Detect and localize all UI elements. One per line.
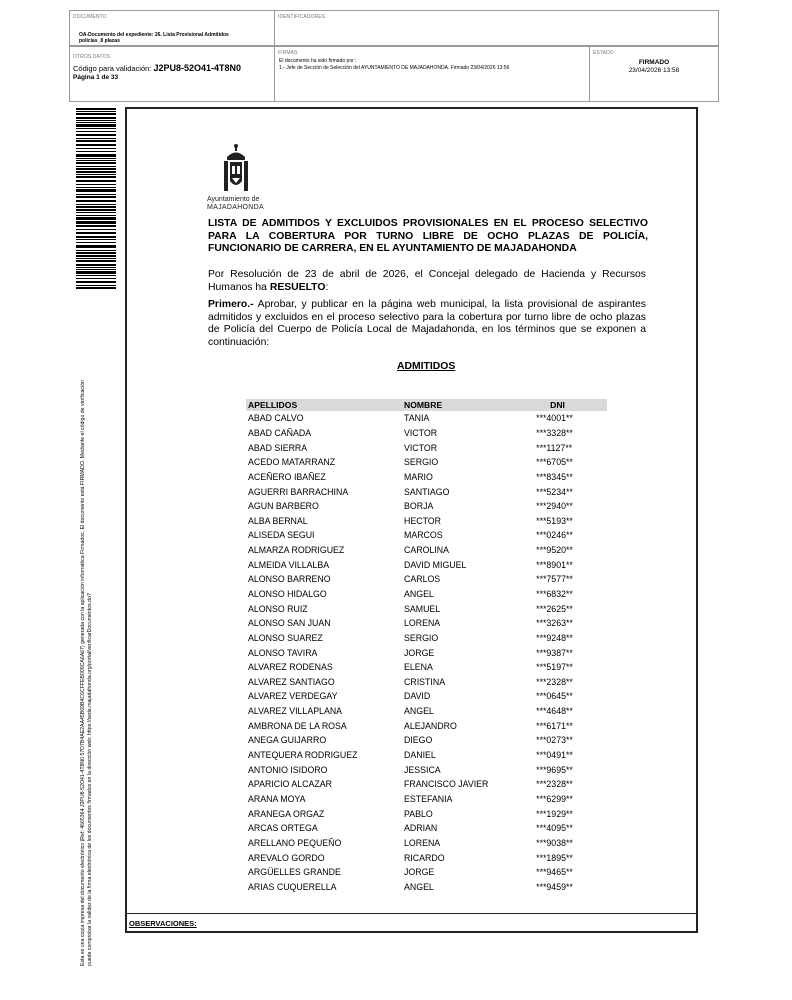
dni-cell: ***4648** <box>536 706 573 717</box>
nombre-cell: MARIO <box>404 471 433 482</box>
dni-cell: ***0645** <box>536 691 573 702</box>
dni-cell: ***6832** <box>536 589 573 599</box>
nombre-cell: DAVID <box>404 691 431 702</box>
dni-cell: ***2940** <box>536 501 573 512</box>
nombre-cell: SERGIO <box>404 632 439 643</box>
table-row <box>246 821 607 836</box>
apellidos-cell: ARGÜELLES GRANDE <box>248 867 341 878</box>
header-identificadores-box <box>274 10 719 46</box>
table-header-row <box>246 399 607 411</box>
apellidos-cell: ALISEDA SEGUI <box>248 530 315 541</box>
resolucion-paragraph <box>208 269 646 294</box>
nombre-cell: ANGEL <box>404 589 434 599</box>
table-row <box>246 557 607 572</box>
nombre-cell: JESSICA <box>404 764 441 775</box>
apellidos-cell: ABAD SIERRA <box>248 442 308 453</box>
dni-cell: ***6171** <box>536 720 573 731</box>
apellidos-cell: AMBRONA DE LA ROSA <box>248 720 347 731</box>
resolucion-bold: RESUELTO <box>269 281 326 293</box>
table-row <box>246 836 607 851</box>
resolucion-end: : <box>325 281 329 293</box>
table-row <box>246 543 607 558</box>
dni-cell: ***5197** <box>536 662 573 673</box>
dni-cell: ***2328** <box>536 676 573 687</box>
table-row <box>246 440 607 455</box>
column-header: DNI <box>532 399 607 411</box>
dni-cell: ***1929** <box>536 808 573 819</box>
codigo-label: Código para validación: <box>73 64 152 73</box>
apellidos-cell: ARIAS CUQUERELLA <box>248 881 337 892</box>
apellidos-cell: ALONSO SAN JUAN <box>248 618 331 629</box>
nombre-cell: RICARDO <box>404 852 445 863</box>
dni-cell: ***4001** <box>536 413 573 424</box>
estado-value: FIRMADO <box>638 59 670 66</box>
apellidos-cell: AGUN BARBERO <box>248 501 319 512</box>
dni-cell: ***9520** <box>536 545 573 556</box>
apellidos-cell: ALVAREZ SANTIAGO <box>248 676 335 687</box>
apellidos-cell: ARCAS ORTEGA <box>248 823 318 834</box>
table-row <box>246 513 607 528</box>
resolucion-text: Por Resolución de 23 de abril de 2026, el Concejal delegado de Hacienda y Recursos Humanos ha <box>208 269 646 293</box>
dni-cell: ***1127** <box>536 442 573 453</box>
table-row <box>246 777 607 792</box>
dni-cell: ***3328** <box>536 427 573 438</box>
column-header: NOMBRE <box>402 399 532 411</box>
coat-of-arms-icon <box>220 143 254 195</box>
nombre-cell: VICTOR <box>404 442 438 453</box>
dni-cell: ***8901** <box>536 559 573 570</box>
table-row <box>246 748 607 763</box>
table-row <box>246 631 607 646</box>
table-row <box>246 880 607 895</box>
dni-cell: ***6705** <box>536 457 573 468</box>
nombre-cell: SERGIO <box>404 457 439 468</box>
header-firmas-box <box>274 46 590 102</box>
nombre-cell: BORJA <box>404 501 434 512</box>
firmas-line2: 1.- Jefe de Sección de Selección del AYUNTAMIENTO DE MAJADAHONDA. Firmado 23/04/2026 13:56 <box>279 65 510 71</box>
side-text-line1: Esta es una copia impresa del documento electrónico (Ref: 4665364 J2PU8-52O41-4T8N0 57D7B4AE2AA45B69B4C6CFFEB009CA6A67) generada con la aplicación informática Firmadoc. El documento está FIRMADO. Mediante el código de verificación <box>80 380 86 966</box>
dni-cell: ***1895** <box>536 852 573 863</box>
observaciones-label: OBSERVACIONES: <box>129 919 197 928</box>
apellidos-cell: ALONSO BARRENO <box>248 574 331 585</box>
apellidos-cell: ALVAREZ VERDEGAY <box>248 691 338 702</box>
dni-cell: ***2328** <box>536 779 573 790</box>
dni-cell: ***9695** <box>536 764 573 775</box>
dni-cell: ***5193** <box>536 515 573 526</box>
primero-paragraph <box>208 299 646 349</box>
nombre-cell: HECTOR <box>404 515 441 526</box>
section-heading: ADMITIDOS <box>397 361 456 372</box>
table-row <box>246 426 607 441</box>
dni-cell: ***4095** <box>536 823 573 834</box>
table-row <box>246 865 607 880</box>
nombre-cell: ALEJANDRO <box>404 720 457 731</box>
apellidos-cell: ABAD CAÑADA <box>248 427 312 438</box>
nombre-cell: DANIEL <box>404 750 436 761</box>
firmas-label: FIRMAS <box>278 50 298 56</box>
logo-line2: MAJADAHONDA <box>207 204 264 211</box>
dni-cell: ***0273** <box>536 735 573 746</box>
dni-cell: ***9465** <box>536 867 573 878</box>
apellidos-cell: ALONSO RUIZ <box>248 603 308 614</box>
table-row <box>246 455 607 470</box>
logo-text <box>207 196 264 212</box>
apellidos-cell: ALMEIDA VILLALBA <box>248 559 330 570</box>
primero-bold: Primero.- <box>208 299 254 310</box>
dni-cell: ***9248** <box>536 632 573 643</box>
apellidos-cell: ACEDO MATARRANZ <box>248 457 336 468</box>
dni-cell: ***7577** <box>536 574 573 585</box>
dni-cell: ***2625** <box>536 603 573 614</box>
apellidos-cell: APARICIO ALCAZAR <box>248 779 332 790</box>
otros-label: OTROS DATOS <box>73 54 111 60</box>
dni-cell: ***3263** <box>536 618 573 629</box>
table-row <box>246 601 607 616</box>
dni-cell: ***9459** <box>536 881 573 892</box>
table-row <box>246 718 607 733</box>
nombre-cell: DIEGO <box>404 735 433 746</box>
nombre-cell: LORENA <box>404 618 441 629</box>
documento-value: OA-Documento del expediente: 26. Lista Provisional Admitidos policías_8 plazas <box>79 32 229 44</box>
identificadores-label: IDENTIFICADORES <box>278 14 326 20</box>
table-row <box>246 616 607 631</box>
nombre-cell: CARLOS <box>404 574 441 585</box>
nombre-cell: ANGEL <box>404 881 434 892</box>
codigo-line <box>73 63 241 73</box>
apellidos-cell: ARANEGA ORGAZ <box>248 808 325 819</box>
estado-label: ESTADO <box>593 50 614 56</box>
table-row <box>246 792 607 807</box>
nombre-cell: DAVID MIGUEL <box>404 559 467 570</box>
table-row <box>246 733 607 748</box>
table-row <box>246 806 607 821</box>
header-estado-box <box>589 46 719 102</box>
dni-cell: ***5234** <box>536 486 573 497</box>
apellidos-cell: AREVALO GORDO <box>248 852 325 863</box>
table-row <box>246 689 607 704</box>
nombre-cell: SAMUEL <box>404 603 441 614</box>
apellidos-cell: ALONSO SUAREZ <box>248 632 323 643</box>
nombre-cell: CRISTINA <box>404 676 446 687</box>
apellidos-cell: ALONSO TAVIRA <box>248 647 318 658</box>
nombre-cell: FRANCISCO JAVIER <box>404 779 489 790</box>
nombre-cell: VICTOR <box>404 427 438 438</box>
nombre-cell: JORGE <box>404 867 435 878</box>
nombre-cell: JORGE <box>404 647 435 658</box>
dni-cell: ***0246** <box>536 530 573 541</box>
pagina-text: Página 1 de 33 <box>73 74 119 81</box>
apellidos-cell: ARELLANO PEQUEÑO <box>248 837 342 848</box>
apellidos-cell: AGUERRI BARRACHINA <box>248 486 349 497</box>
dni-cell: ***0491** <box>536 750 573 761</box>
nombre-cell: CAROLINA <box>404 545 449 556</box>
side-verification-text <box>80 380 94 966</box>
apellidos-cell: ANEGA GUIJARRO <box>248 735 327 746</box>
table-row <box>246 499 607 514</box>
table-row <box>246 850 607 865</box>
table-row <box>246 572 607 587</box>
apellidos-cell: ABAD CALVO <box>248 413 304 424</box>
observaciones-box <box>125 913 698 933</box>
nombre-cell: ESTEFANIA <box>404 793 453 804</box>
estado-date: 23/04/2026 13:58 <box>628 67 680 74</box>
apellidos-cell: ALONSO HIDALGO <box>248 589 327 599</box>
admitidos-table <box>246 399 607 894</box>
apellidos-cell: ALVAREZ RODENAS <box>248 662 333 673</box>
table-row <box>246 528 607 543</box>
apellidos-cell: ANTEQUERA RODRIGUEZ <box>248 750 358 761</box>
codigo-value: J2PU8-52O41-4T8N0 <box>153 63 242 73</box>
dni-cell: ***9038** <box>536 837 573 848</box>
apellidos-cell: ARANA MOYA <box>248 793 306 804</box>
nombre-cell: SANTIAGO <box>404 486 450 497</box>
header-documento-box <box>69 10 275 46</box>
table-row <box>246 675 607 690</box>
table-row <box>246 704 607 719</box>
nombre-cell: TANIA <box>404 413 430 424</box>
table-row <box>246 762 607 777</box>
dni-cell: ***6299** <box>536 793 573 804</box>
nombre-cell: ADRIAN <box>404 823 438 834</box>
documento-label: DOCUMENTO <box>73 14 107 20</box>
table-row <box>246 660 607 675</box>
dni-cell: ***9387** <box>536 647 573 658</box>
nombre-cell: LORENA <box>404 837 441 848</box>
apellidos-cell: ACEÑERO IBAÑEZ <box>248 471 326 482</box>
primero-text: Aprobar, y publicar en la página web municipal, la lista provisional de aspirantes admitidos y excluidos en el proceso selectivo para la cobertura por turno libre de ocho plazas de Policía del Cuerpo de Policía Local de Majadahonda, en los términos que se exponen a continuación: <box>208 299 646 348</box>
table-row <box>246 470 607 485</box>
nombre-cell: MARCOS <box>404 530 443 541</box>
table-row <box>246 411 607 426</box>
dni-cell: ***8345** <box>536 471 573 482</box>
apellidos-cell: ALMARZA RODRIGUEZ <box>248 545 345 556</box>
table-row <box>246 587 607 602</box>
apellidos-cell: ALVAREZ VILLAPLANA <box>248 706 343 717</box>
side-text-line2: puede comprobar la validez de la firma electrónica de los documentos firmados en la dirección web: https://sede.majadahonda.org/portal/verificarDocumentos.do? <box>87 593 93 966</box>
nombre-cell: ELENA <box>404 662 433 673</box>
nombre-cell: ANGEL <box>404 706 434 717</box>
column-header: APELLIDOS <box>246 399 402 411</box>
table-row <box>246 645 607 660</box>
document-title: LISTA DE ADMITIDOS Y EXCLUIDOS PROVISIONALES EN EL PROCESO SELECTIVO PARA LA COBERTURA POR TURNO LIBRE DE OCHO PLAZAS DE POLICÍA, FUNCIONARIO DE CARRERA, EN EL AYUNTAMIENTO DE MAJADAHONDA <box>208 218 648 255</box>
apellidos-cell: ANTONIO ISIDORO <box>248 764 328 775</box>
firmas-line1: El documento ha sido firmado por : <box>279 58 357 64</box>
apellidos-cell: ALBA BERNAL <box>248 515 308 526</box>
nombre-cell: PABLO <box>404 808 433 819</box>
table-row <box>246 484 607 499</box>
barcode <box>76 108 116 291</box>
header-otros-box <box>69 46 275 102</box>
logo-line1: Ayuntamiento de <box>207 196 260 203</box>
table-body <box>246 411 607 894</box>
